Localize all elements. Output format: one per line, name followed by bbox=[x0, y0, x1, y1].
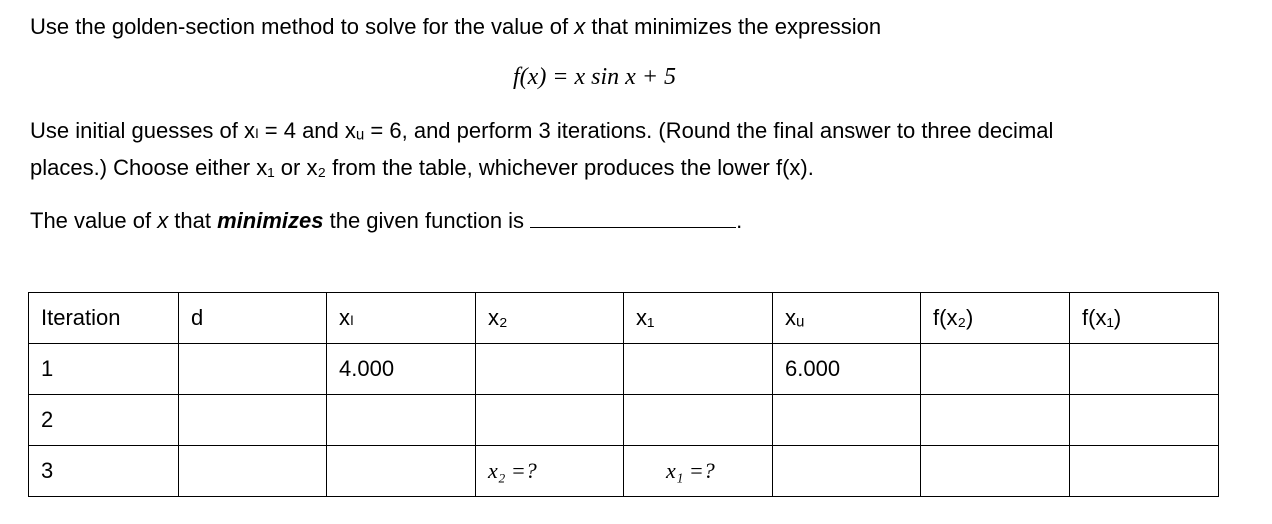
problem-statement-line-3: places.) Choose either x₁ or x₂ from the table, whichever produces the lower f(x). bbox=[30, 155, 814, 180]
cell-xl[interactable] bbox=[327, 446, 476, 497]
cell-fx1[interactable] bbox=[1070, 446, 1219, 497]
cell-xu[interactable] bbox=[773, 395, 921, 446]
cell-iteration: 3 bbox=[29, 446, 179, 497]
header-xu: xᵤ bbox=[773, 293, 921, 344]
table-header-row bbox=[29, 293, 1219, 344]
answer-text: that bbox=[168, 208, 218, 233]
variable-x: x bbox=[574, 14, 586, 39]
cell-fx2[interactable] bbox=[921, 344, 1070, 395]
cell-xl[interactable] bbox=[327, 395, 476, 446]
iteration-table bbox=[28, 292, 1219, 497]
problem-text: that minimizes the expression bbox=[585, 14, 882, 39]
header-fx1: f(x₁) bbox=[1070, 293, 1219, 344]
answer-text: the given function is bbox=[323, 208, 525, 233]
cell-x2-query[interactable]: x₂ =? bbox=[476, 446, 624, 497]
table-row bbox=[29, 395, 1219, 446]
cell-d[interactable] bbox=[179, 395, 327, 446]
table-row bbox=[29, 446, 1219, 497]
cell-fx1[interactable] bbox=[1070, 344, 1219, 395]
cell-iteration: 2 bbox=[29, 395, 179, 446]
header-x2: x₂ bbox=[476, 293, 624, 344]
header-x1: x₁ bbox=[624, 293, 773, 344]
cell-x1-query[interactable]: x₁ =? bbox=[624, 446, 773, 497]
cell-x2[interactable] bbox=[476, 344, 624, 395]
answer-text: The value of bbox=[30, 208, 158, 233]
problem-statement-line-1 bbox=[30, 14, 881, 40]
cell-d[interactable] bbox=[179, 446, 327, 497]
variable-x: x bbox=[157, 208, 169, 233]
table-row bbox=[29, 344, 1219, 395]
cell-fx2[interactable] bbox=[921, 395, 1070, 446]
header-fx2: f(x₂) bbox=[921, 293, 1070, 344]
problem-text: Use the golden-section method to solve for the value of bbox=[30, 14, 575, 39]
header-xl: xₗ bbox=[327, 293, 476, 344]
problem-statement-line-2: Use initial guesses of xₗ = 4 and xᵤ = 6, and perform 3 iterations. (Round the final answer to three decimal bbox=[30, 118, 1054, 143]
function-formula: f(x) = x sin x + 5 bbox=[513, 64, 677, 90]
emphasis-minimizes: minimizes bbox=[217, 208, 324, 233]
answer-period: . bbox=[736, 208, 743, 233]
cell-x1[interactable] bbox=[624, 395, 773, 446]
cell-d[interactable] bbox=[179, 344, 327, 395]
cell-x2[interactable] bbox=[476, 395, 624, 446]
cell-xu[interactable]: 6.000 bbox=[773, 344, 921, 395]
header-d: d bbox=[179, 293, 327, 344]
answer-blank[interactable] bbox=[530, 207, 736, 228]
cell-fx1[interactable] bbox=[1070, 395, 1219, 446]
cell-iteration: 1 bbox=[29, 344, 179, 395]
cell-xu[interactable] bbox=[773, 446, 921, 497]
cell-x1[interactable] bbox=[624, 344, 773, 395]
answer-prompt bbox=[30, 207, 742, 234]
cell-xl[interactable]: 4.000 bbox=[327, 344, 476, 395]
header-iteration: Iteration bbox=[29, 293, 179, 344]
cell-fx2[interactable] bbox=[921, 446, 1070, 497]
